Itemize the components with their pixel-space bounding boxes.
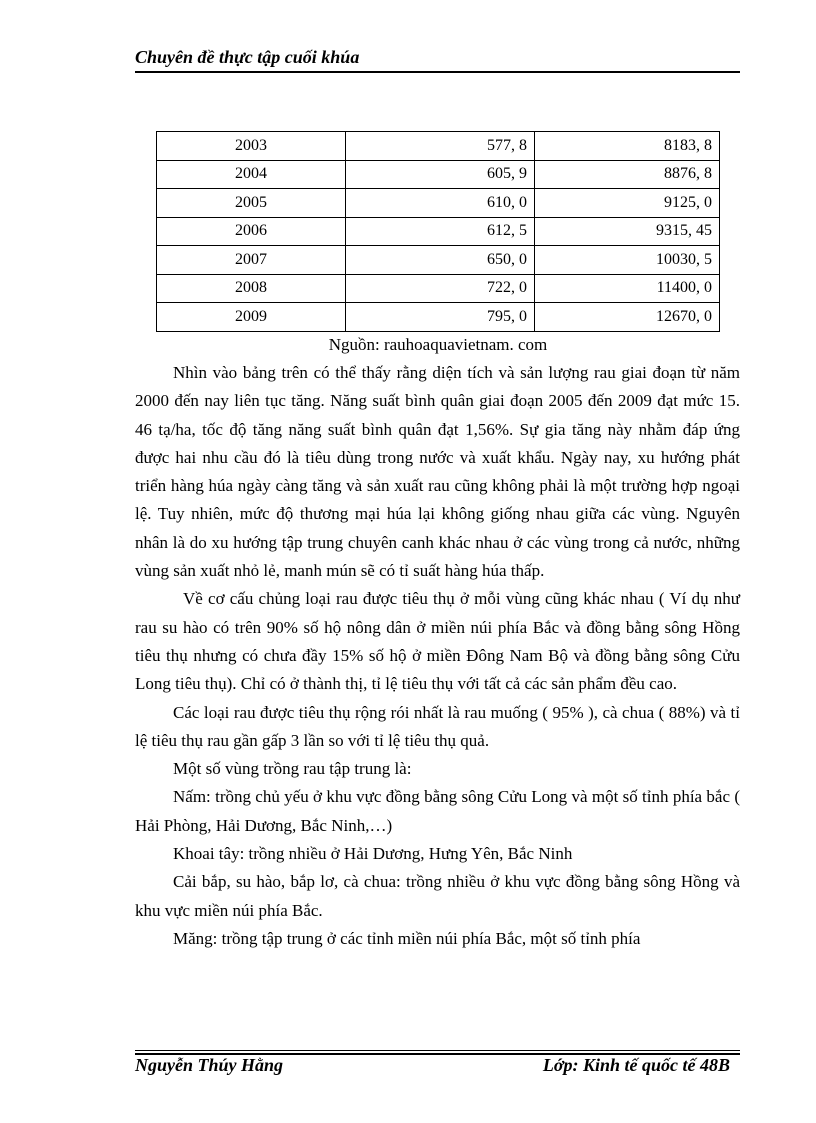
table-cell-output: 12670, 0: [535, 303, 720, 332]
table-row: [157, 132, 720, 161]
table-row: [157, 217, 720, 246]
table-cell-output: 8876, 8: [535, 160, 720, 189]
table-cell-area: 650, 0: [346, 246, 535, 275]
table-row: [157, 189, 720, 218]
table-cell-output: 8183, 8: [535, 132, 720, 161]
table-cell-year: 2006: [157, 217, 346, 246]
paragraph: Nhìn vào bảng trên có thể thấy rằng diện tích và sản lượng rau giai đoạn từ năm 2000 đến nay liên tục tăng. Năng suất bình quân giai đoạn 2005 đến 2009 đạt mức 15. 46 tạ/ha, tốc độ tăng năng suất bình quân đạt 1,56%. Sự gia tăng này nhằm đáp ứng được hai nhu cầu đó là tiêu dùng trong nước và xuất khẩu. Ngày nay, xu hướng phát triển hàng húa ngày càng tăng và sản xuất rau cũng không phải là một trường hợp ngoại lệ. Tuy nhiên, mức độ thương mại húa lại không giống nhau giữa các vùng. Nguyên nhân là do xu hướng tập trung chuyên canh khác nhau ở các vùng trong cả nước, những vùng sản xuất nhỏ lẻ, manh mún sẽ có tỉ suất hàng húa thấp.: [135, 363, 740, 581]
table-cell-year: 2009: [157, 303, 346, 332]
table-row: [157, 246, 720, 275]
table-cell-year: 2005: [157, 189, 346, 218]
table-row: [157, 160, 720, 189]
paragraph: Măng: trồng tập trung ở các tỉnh miền núi phía Bắc, một số tỉnh phía: [173, 928, 641, 948]
paragraph: Cải bắp, su hào, bắp lơ, cà chua: trồng nhiều ở khu vực đồng bằng sông Hồng và khu vực miền núi phía Bắc.: [135, 872, 740, 920]
table-cell-year: 2008: [157, 274, 346, 303]
table-cell-area: 577, 8: [346, 132, 535, 161]
paragraph: Một số vùng trồng rau tập trung là:: [173, 759, 412, 779]
table-cell-output: 11400, 0: [535, 274, 720, 303]
table-cell-area: 612, 5: [346, 217, 535, 246]
table-row: [157, 303, 720, 332]
table-cell-year: 2007: [157, 246, 346, 275]
table-cell-area: 605, 9: [346, 160, 535, 189]
footer-rule-thin: [135, 1050, 740, 1051]
table-cell-year: 2003: [157, 132, 346, 161]
table-cell-output: 10030, 5: [535, 246, 720, 275]
paragraph: Khoai tây: trồng nhiều ở Hải Dương, Hưng Yên, Bắc Ninh: [173, 844, 573, 864]
paragraph: Về cơ cấu chủng loại rau được tiêu thụ ở mỗi vùng cũng khác nhau ( Ví dụ như rau su hào có trên 90% số hộ nông dân ở miền núi phía Bắc và đồng bằng sông Hồng tiêu thụ nhưng có chưa đầy 15% số hộ ở miền Đông Nam Bộ và đồng bằng sông Cửu Long tiêu thụ). Chỉ có ở thành thị, tỉ lệ tiêu thụ với tất cả các sản phẩm đều cao.: [135, 589, 740, 694]
table-cell-output: 9125, 0: [535, 189, 720, 218]
table-cell-year: 2004: [157, 160, 346, 189]
table-source: Nguồn: rauhoaquavietnam. com: [328, 335, 548, 354]
footer-class: Lớp: Kinh tế quốc tế 48B: [542, 1055, 730, 1075]
header-rule: [135, 71, 740, 73]
body-text: [135, 359, 740, 953]
paragraph: Nấm: trồng chủ yếu ở khu vực đồng bằng sông Cửu Long và một số tỉnh phía bắc ( Hải Phòng, Hải Dương, Bắc Ninh,…): [135, 787, 740, 835]
footer-author: Nguyễn Thúy Hằng: [135, 1055, 284, 1075]
table-cell-output: 9315, 45: [535, 217, 720, 246]
table-cell-area: 610, 0: [346, 189, 535, 218]
paragraph: Các loại rau được tiêu thụ rộng rói nhất là rau muống ( 95% ), cà chua ( 88%) và tỉ lệ tiêu thụ rau gần gấp 3 lần so với tỉ lệ tiêu thụ quả.: [135, 702, 740, 750]
page-header-title: Chuyên đề thực tập cuối khúa: [135, 47, 360, 67]
table-row: [157, 274, 720, 303]
data-table: [156, 131, 720, 332]
table-cell-area: 795, 0: [346, 303, 535, 332]
table-cell-area: 722, 0: [346, 274, 535, 303]
